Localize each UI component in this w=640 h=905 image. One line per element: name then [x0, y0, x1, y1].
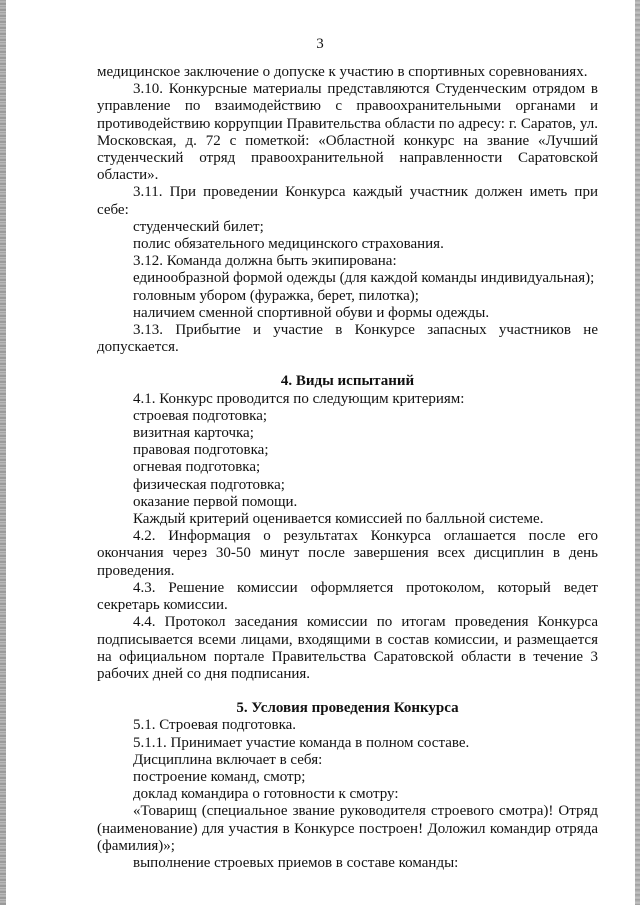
document-body	[97, 64, 598, 872]
paragraph: Каждый критерий оценивается комиссией по балльной системе.	[133, 511, 544, 528]
section-spacer	[97, 356, 598, 373]
paragraph: медицинское заключение о допуске к участию в спортивных соревнованиях.	[97, 64, 588, 80]
section-spacer	[97, 683, 598, 700]
paragraph: 4.1. Конкурс проводится по следующим критериям:	[133, 390, 465, 407]
paragraph: огневая подготовка;	[133, 459, 261, 476]
paragraph: доклад командира о готовности к смотру:	[133, 786, 399, 803]
paragraph: визитная карточка;	[133, 425, 254, 442]
paragraph: 5.1.1. Принимает участие команда в полном составе.	[133, 734, 470, 751]
paragraph: 4.4. Протокол заседания комиссии по итогам проведения Конкурса подписывается всеми лицами, входящими в состав комиссии, и размещается на официальном портале Правительства Саратовской области в течение 3 рабочих дней со дня подписания.	[97, 614, 598, 682]
paragraph: правовая подготовка;	[133, 442, 269, 459]
paragraph: физическая подготовка;	[133, 476, 285, 493]
page-number: 3	[316, 36, 324, 52]
paragraph: 3.12. Команда должна быть экипирована:	[133, 253, 397, 270]
paragraph: 5.1. Строевая подготовка.	[133, 717, 297, 734]
paragraph: 3.10. Конкурсные материалы представляются Студенческим отрядом в управление по взаимодействию с правоохранительными органами и противодействию коррупции Правительства области по адресу: г. Саратов, ул. Московская, д. 72 с пометкой: «Областной конкурс на звание «Лучший студенческий отряд правоохранительной направленности Саратовской области».	[97, 81, 598, 184]
paragraph: «Товарищ (специальное звание руководителя строевого смотра)! Отряд (наименование) для участия в Конкурсе построен! Доложил командир отряда (фамилия)»;	[97, 803, 598, 854]
paragraph: 3.13. Прибытие и участие в Конкурсе запасных участников не допускается.	[97, 322, 598, 356]
paragraph: полис обязательного медицинского страхования.	[133, 236, 444, 253]
paragraph: головным убором (фуражка, берет, пилотка);	[133, 287, 419, 304]
paragraph: наличием сменной спортивной обуви и формы одежды.	[133, 304, 490, 321]
paragraph: выполнение строевых приемов в составе команды:	[133, 854, 459, 871]
paragraph: Дисциплина включает в себя:	[133, 751, 323, 768]
paragraph: 4.3. Решение комиссии оформляется протоколом, который ведет секретарь комиссии.	[97, 579, 598, 614]
section-heading: 4. Виды испытаний	[280, 373, 415, 390]
paragraph: 4.2. Информация о результатах Конкурса оглашается после его окончания через 30-50 минут после завершения всех дисциплин в день проведения.	[97, 528, 598, 579]
paragraph: оказание первой помощи.	[133, 493, 298, 510]
paragraph: строевая подготовка;	[133, 407, 268, 424]
paragraph: единообразной формой одежды (для каждой команды индивидуальная);	[133, 270, 595, 287]
paragraph: 3.11. При проведении Конкурса каждый участник должен иметь при себе:	[97, 184, 598, 218]
paragraph: построение команд, смотр;	[133, 768, 306, 785]
section-heading: 5. Условия проведения Конкурса	[236, 700, 459, 717]
paragraph: студенческий билет;	[133, 218, 264, 235]
